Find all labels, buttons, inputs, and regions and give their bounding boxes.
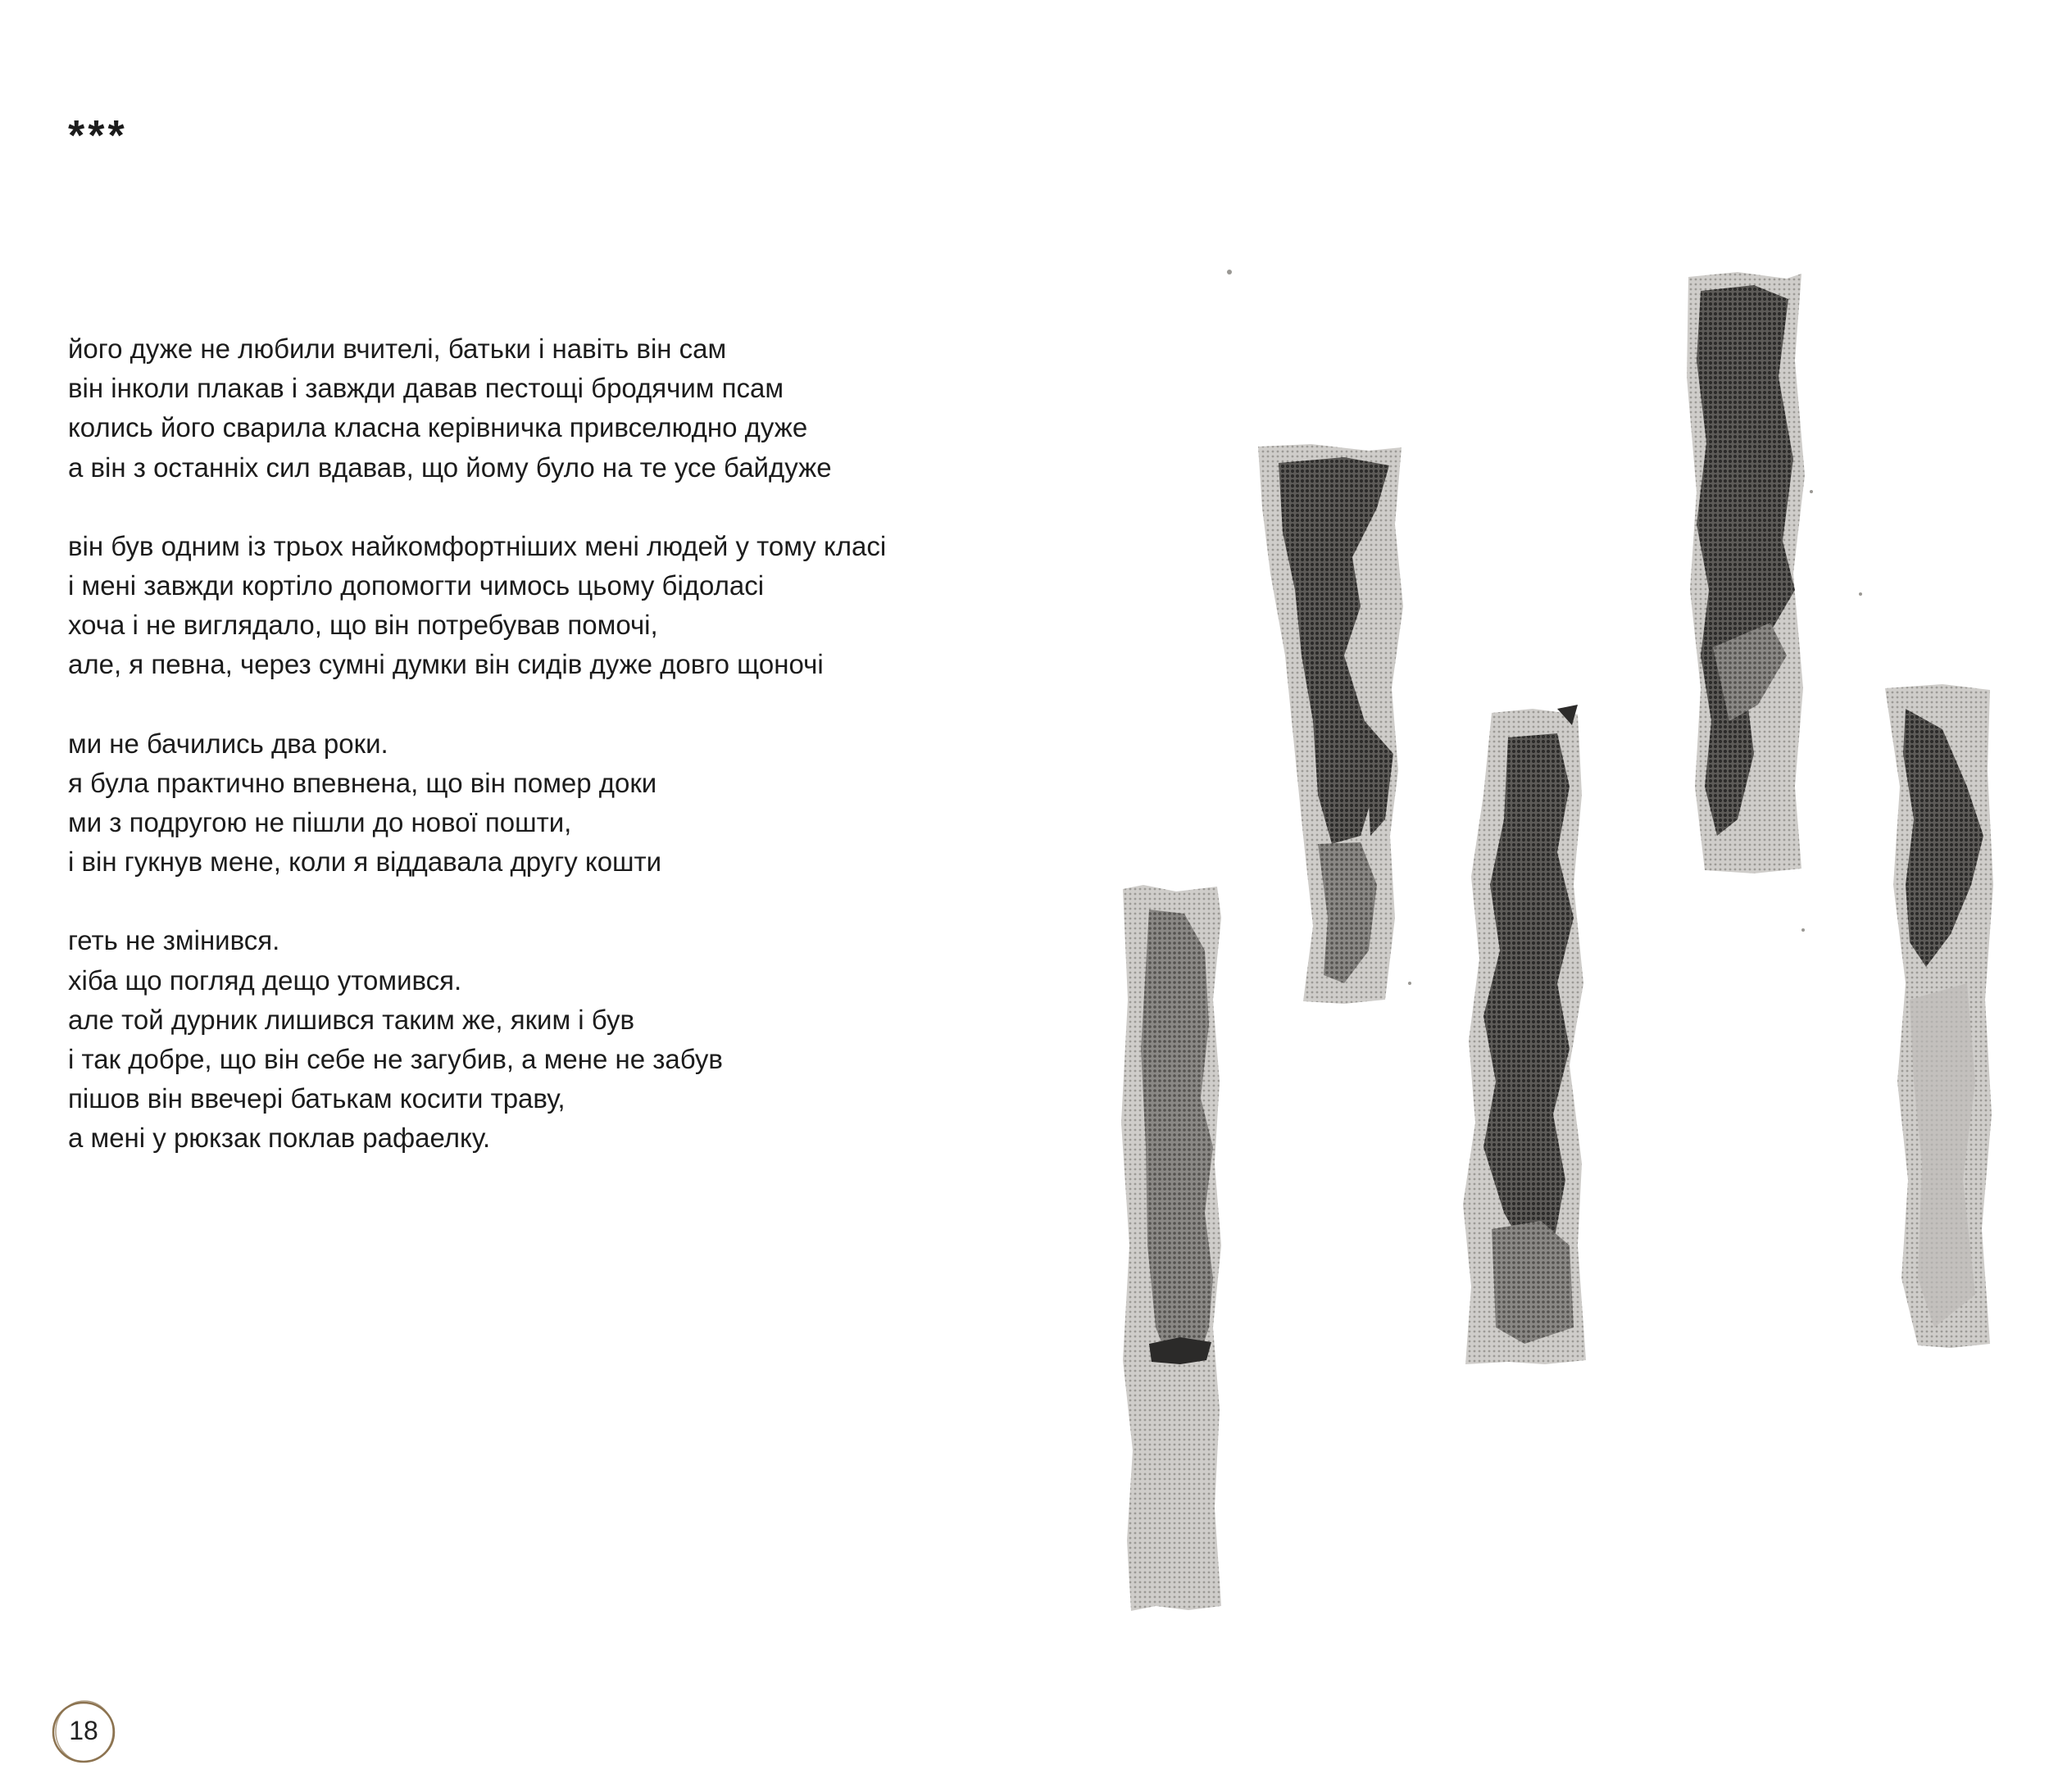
collage-illustration — [1098, 262, 2016, 1639]
poem-line: ми з подругою не пішли до нової пошти, — [68, 807, 572, 838]
poem-line: ми не бачились два роки. — [68, 728, 388, 759]
torn-strips-collage — [1098, 262, 2016, 1639]
poem-line: він був одним із трьох найкомфортніших мені людей у тому класі — [68, 530, 887, 561]
poem-line: колись його сварила класна керівничка привселюдно дуже — [68, 412, 808, 443]
poem-line: я була практично впевнена, що він помер доки — [68, 767, 657, 798]
poem-line: і він гукнув мене, коли я віддавала другу кошти — [68, 846, 662, 878]
torn-strip-second — [1258, 444, 1403, 1004]
poem-line: а він з останніх сил вдавав, що йому було на те усе байдуже — [68, 451, 832, 483]
section-asterisks: *** — [68, 112, 128, 160]
poem-line: але той дурник лишився таким же, яким і був — [68, 1004, 635, 1035]
stanza-3 — [68, 724, 1076, 882]
page-number-badge — [49, 1698, 118, 1767]
torn-strip-right — [1885, 684, 1993, 1348]
poem-line: а мені у рюкзак поклав рафаелку. — [68, 1123, 491, 1154]
poem-line: хіба що погляд дещо утомився. — [68, 964, 462, 996]
poem-line: і мені завжди кортіло допомогти чимось цьому бідоласі — [68, 570, 765, 601]
torn-strip-left — [1121, 885, 1221, 1611]
poem-line: і так добре, що він себе не загубив, а мене не забув — [68, 1044, 723, 1075]
poem-line: він інколи плакав і завжди давав пестощі бродячим псам — [68, 373, 784, 404]
poem-line: але, я певна, через сумні думки він сидів дуже довго щоночі — [68, 649, 824, 680]
poem-line: хоча і не виглядало, що він потребував помочі, — [68, 610, 658, 641]
torn-strip-fourth — [1687, 272, 1805, 873]
page-number: 18 — [69, 1716, 98, 1745]
poem-line: геть не змінився. — [68, 925, 280, 956]
poem-text — [68, 329, 1076, 1198]
stanza-2 — [68, 527, 1076, 685]
stanza-4 — [68, 921, 1076, 1158]
stanza-1 — [68, 329, 1076, 488]
torn-strip-third — [1463, 705, 1586, 1364]
poem-line: пішов він ввечері батькам косити траву, — [68, 1083, 566, 1114]
poem-line: його дуже не любили вчителі, батьки і навіть він сам — [68, 333, 727, 364]
